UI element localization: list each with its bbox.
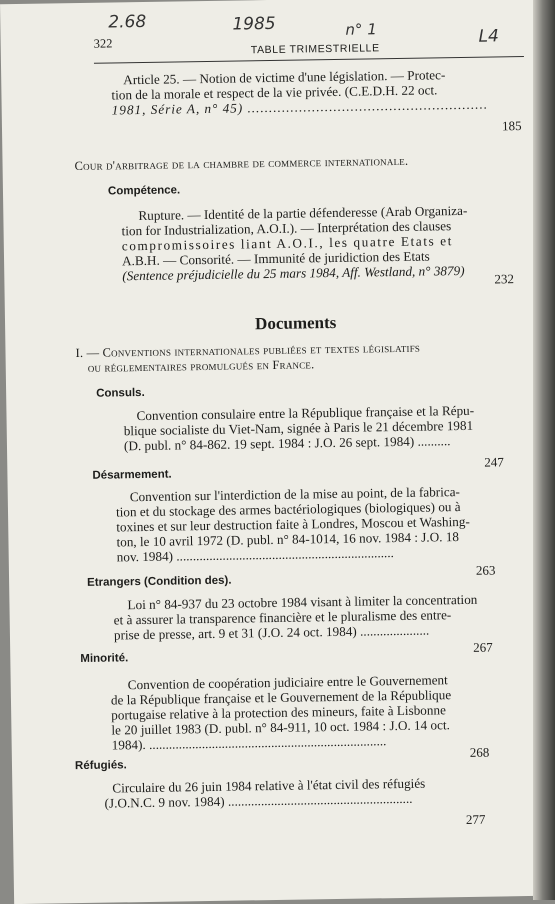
- entry-line: le 20 juillet 1983 (D. publ. n° 84-911, 10 oct. 1984 : J.O. 14 oct.: [111, 717, 451, 738]
- part-heading: I. — Conventions internationales publiées et textes législatifs: [75, 340, 421, 361]
- entry-line: Loi n° 84-937 du 23 octobre 1984 visant à limiter la concentration: [127, 591, 478, 613]
- entry-line: prise de presse, art. 9 et 31 (J.O. 24 oct. 1984) .....................: [113, 622, 430, 643]
- entry-line: Convention de coopération judiciaire entre le Gouvernement: [127, 672, 448, 693]
- section-heading: Compétence.: [107, 184, 181, 198]
- entry-line: Rupture. — Identité de la partie défenderesse (Arab Organiza-: [138, 202, 468, 224]
- entry-line: ton, le 10 avril 1972 (D. publ. n° 84-1014, 16 nov. 1984 : J.O. 18: [116, 529, 460, 550]
- running-title: TABLE TRIMESTRIELLE: [250, 42, 380, 57]
- handwritten-note-number: n° 1: [345, 20, 377, 39]
- entry-line: compromissoires liant A.O.I., les quatre Etats et: [121, 233, 454, 254]
- entry-line: de la République française et le Gouvernement de la République: [110, 687, 452, 708]
- section-heading: Consuls.: [96, 386, 145, 400]
- entry-line: toxines et sur leur destruction faite à Londres, Moscou et Washing-: [116, 513, 470, 535]
- section-heading: Minorité.: [80, 652, 129, 666]
- entry-line: tion de la morale et respect de la vie privée. (C.E.D.H. 22 oct.: [111, 82, 438, 103]
- entry-line: nov. 1984) ..................................................................: [116, 545, 395, 565]
- documents-title: Documents: [254, 312, 337, 334]
- entry-line: Convention sur l'interdiction de la mise au point, de la fabrica-: [129, 484, 461, 505]
- page-ref: 185: [501, 118, 522, 134]
- entry-line: Convention consulaire entre la République française et la Répu-: [136, 402, 475, 424]
- entry-line: blique socialiste du Viet-Nam, signée à Paris le 21 décembre 1981: [123, 417, 474, 439]
- section-heading: Réfugiés.: [74, 759, 127, 773]
- entry-line: 1981, Série A, n° 45) ........................................................: [111, 96, 489, 118]
- court-heading: Cour d'arbitrage de la chambre de commerce internationale.: [74, 153, 409, 174]
- handwritten-note-left: 2.68: [108, 11, 147, 33]
- entry-line: tion for Industrialization, A.O.I.). — Interprétation des clauses: [121, 218, 452, 239]
- entry-line: (J.O.N.C. 9 nov. 1984) ........................................................: [104, 790, 413, 811]
- entry-line: tion et du stockage des armes bactériologiques (biologiques) ou à: [115, 499, 461, 520]
- entry-line: (Sentence préjudicielle du 25 mars 1984, Aff. Westland, n° 3879): [122, 262, 465, 284]
- page-ref: 263: [475, 562, 496, 578]
- handwritten-note-year: 1985: [232, 13, 276, 35]
- page-ref: 268: [469, 744, 490, 760]
- page-ref: 232: [494, 271, 515, 287]
- entry-line: Circulaire du 26 juin 1984 relative à l'état civil des réfugiés: [112, 775, 426, 796]
- page-ref: 247: [484, 454, 504, 470]
- page-edge-shadow: [533, 0, 555, 900]
- section-heading: Etrangers (Condition des).: [87, 574, 232, 589]
- header-rule: [94, 56, 524, 64]
- entry-line: 1984). ........................................................................: [111, 733, 387, 753]
- entry-line: (D. publ. n° 84-862. 19 sept. 1984 : J.O. 26 sept. 1984) ..........: [123, 433, 451, 454]
- entry-line: A.B.H. — Consorité. — Immunité de juridiction des Etats: [121, 248, 430, 269]
- page-ref: 267: [473, 639, 493, 655]
- entry-line: Article 25. — Notion de victime d'une législation. — Protec-: [123, 67, 446, 88]
- section-heading: Désarmement.: [92, 468, 172, 482]
- handwritten-note-right: L4: [478, 26, 500, 47]
- entry-line: portugaise relative à la protection des mineurs, faite à Lisbonne: [111, 702, 446, 723]
- part-heading: ou réglementaires promulgués en France.: [87, 357, 315, 375]
- entry-line: et à assurer la transparence financière et le pluralisme des entre-: [113, 607, 452, 628]
- page-ref: 277: [465, 811, 486, 827]
- page-number: 322: [93, 36, 113, 51]
